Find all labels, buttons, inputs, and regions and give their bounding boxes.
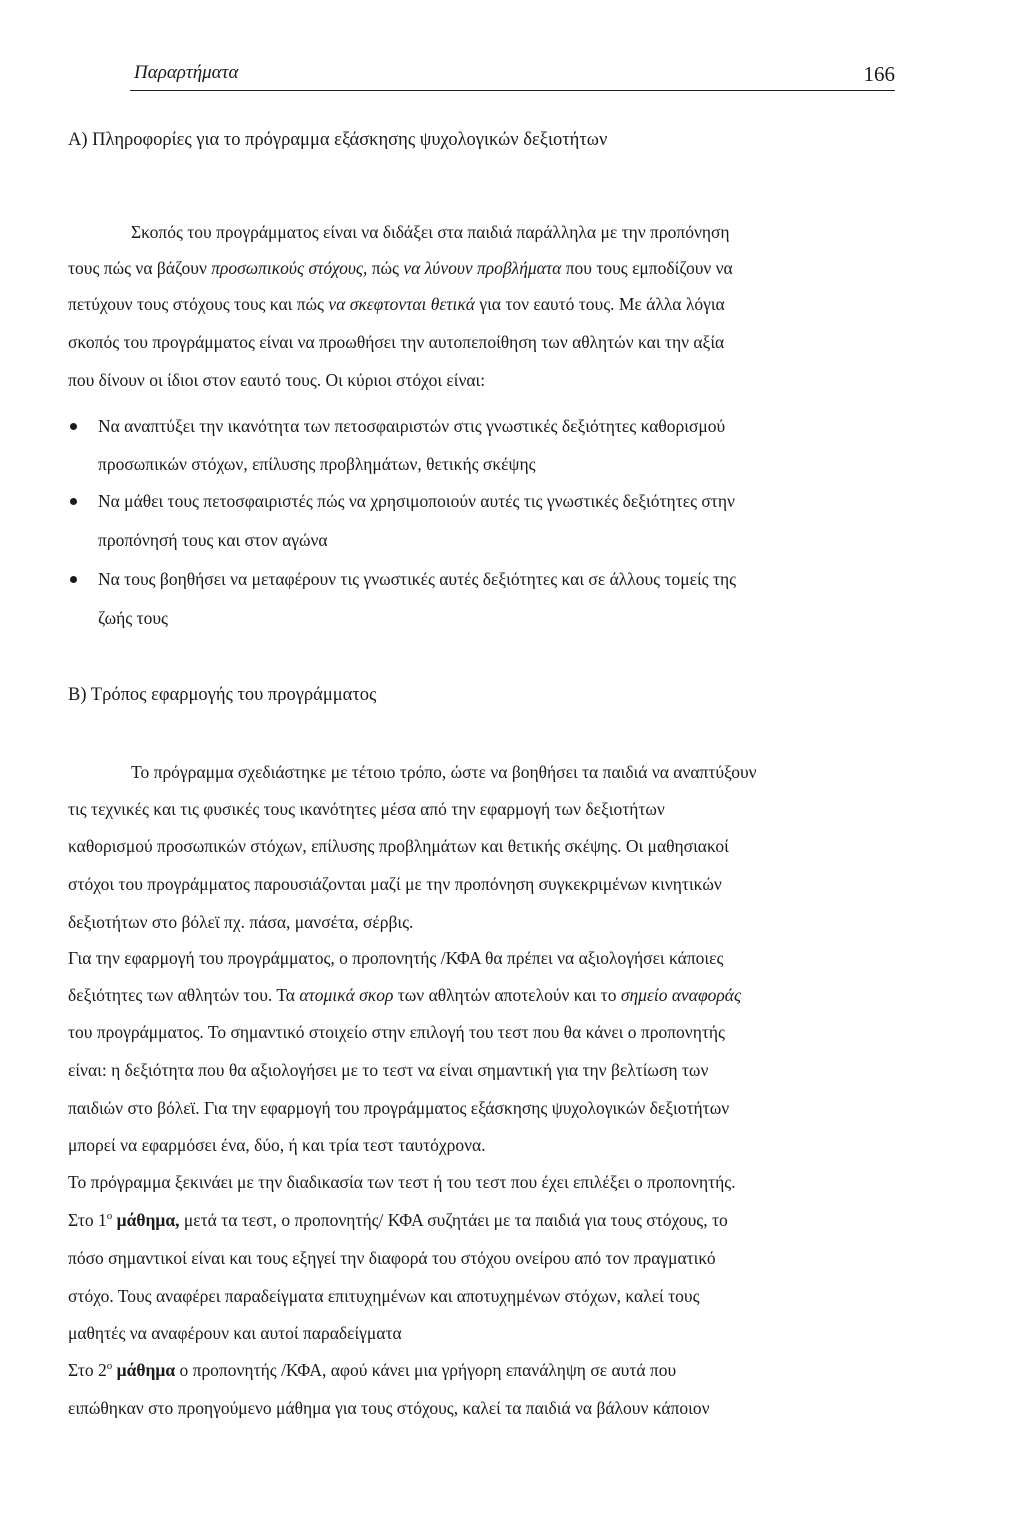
paragraph-line: είναι: η δεξιότητα που θα αξιολογήσει με το τεστ να είναι σημαντική για την βελτίωση των	[68, 1060, 709, 1080]
paragraph-line: τις τεχνικές και τις φυσικές τους ικανότητες μέσα από την εφαρμογή των δεξιοτήτων	[68, 799, 665, 819]
header-title: Παραρτήματα	[134, 62, 239, 83]
paragraph-line: Το πρόγραμμα ξεκινάει με την διαδικασία των τεστ ή του τεστ που έχει επιλέξει ο προπονητής.	[68, 1172, 736, 1192]
bullet-item-line: Να αναπτύξει την ικανότητα των πετοσφαιριστών στις γνωστικές δεξιότητες καθορισμού	[98, 416, 726, 436]
superscript: ο	[106, 1210, 113, 1222]
paragraph-line: Για την εφαρμογή του προγράμματος, ο προπονητής /ΚΦΑ θα πρέπει να αξιολογήσει κάποιες	[68, 948, 724, 968]
italic-phrase: να λύνουν προβλήματα	[403, 258, 562, 278]
paragraph-line	[68, 292, 725, 316]
bullet-item-line: ζωής τους	[98, 608, 168, 628]
paragraph-line: που δίνουν οι ίδιοι στον εαυτό τους. Οι κύριοι στόχοι είναι:	[68, 370, 486, 390]
paragraph-line	[68, 256, 733, 280]
italic-phrase: προσωπικούς στόχους	[211, 258, 363, 278]
paragraph-line: μαθητές να αναφέρουν και αυτοί παραδείγματα	[68, 1323, 402, 1343]
paragraph-line: στόχο. Τους αναφέρει παραδείγματα επιτυχημένων και αποτυχημένων στόχων, καλεί τους	[68, 1286, 700, 1306]
page-number: 166	[863, 62, 895, 86]
italic-phrase: να σκεφτονται θετικά	[328, 294, 475, 314]
text-run: τους πώς να βάζουν	[68, 258, 212, 278]
bullet-item-line: Να μάθει τους πετοσφαιριστές πώς να χρησιμοποιούν αυτές τις γνωστικές δεξιότητες στην	[98, 491, 735, 511]
paragraph-line: Το πρόγραμμα σχεδιάστηκε με τέτοιο τρόπο, ώστε να βοηθήσει τα παιδιά να αναπτύξουν	[131, 762, 757, 782]
text-run: πετύχουν τους στόχους τους και πώς	[68, 294, 329, 314]
bullet-item-line: Να τους βοηθήσει να μεταφέρουν τις γνωστικές αυτές δεξιότητες και σε άλλους τομείς της	[98, 569, 737, 589]
section-b-heading: Β) Τρόπος εφαρμογής του προγράμματος	[68, 685, 377, 705]
superscript: ο	[106, 1360, 113, 1372]
paragraph-line: πόσο σημαντικοί είναι και τους εξηγεί την διαφορά του στόχου ονείρου από τον πραγματικό	[68, 1248, 716, 1268]
text-run: μετά τα τεστ, ο προπονητής/ ΚΦΑ συζητάει με τα παιδιά για τους στόχους, το	[179, 1210, 728, 1230]
text-run: ο προπονητής /ΚΦΑ, αφού κάνει μια γρήγορη επανάληψη σε αυτά που	[175, 1360, 677, 1380]
paragraph-line	[68, 1208, 728, 1232]
bullet-icon	[70, 498, 77, 505]
paragraph-line: Σκοπός του προγράμματος είναι να διδάξει στα παιδιά παράλληλα με την προπόνηση	[131, 222, 730, 242]
italic-phrase: σημείο αναφοράς	[620, 985, 742, 1005]
paragraph-line	[68, 983, 741, 1007]
paragraph-line: σκοπός του προγράμματος είναι να προωθήσει την αυτοπεποίθηση των αθλητών και την αξία	[68, 332, 725, 352]
bold-phrase: μάθημα,	[116, 1210, 180, 1230]
text-run: Στο 2	[68, 1360, 107, 1380]
bullet-icon	[70, 423, 77, 430]
italic-phrase: ατομικά σκορ	[299, 985, 394, 1005]
paragraph-line: δεξιοτήτων στο βόλεϊ πχ. πάσα, μανσέτα, σέρβις.	[68, 912, 414, 932]
text-run: που τους εμποδίζουν να	[561, 258, 733, 278]
paragraph-line: στόχοι του προγράμματος παρουσιάζονται μαζί με την προπόνηση συγκεκριμένων κινητικών	[68, 874, 722, 894]
paragraph-line	[68, 1358, 676, 1382]
text-run: , πώς	[362, 258, 404, 278]
text-run: δεξιότητες των αθλητών του. Τα	[68, 985, 300, 1005]
bullet-item-line: προπόνησή τους και στον αγώνα	[98, 530, 328, 550]
bullet-item-line: προσωπικών στόχων, επίλυσης προβλημάτων, θετικής σκέψης	[98, 454, 536, 474]
paragraph-line: παιδιών στο βόλεϊ. Για την εφαρμογή του προγράμματος εξάσκησης ψυχολογικών δεξιοτήτων	[68, 1098, 730, 1118]
paragraph-line: μπορεί να εφαρμόσει ένα, δύο, ή και τρία τεστ ταυτόχρονα.	[68, 1135, 486, 1155]
bold-phrase: μάθημα	[116, 1360, 176, 1380]
text-run: για τον εαυτό τους. Με άλλα λόγια	[474, 294, 725, 314]
section-a-heading: Α) Πληροφορίες για το πρόγραμμα εξάσκησης ψυχολογικών δεξιοτήτων	[68, 130, 608, 150]
paragraph-line: του προγράμματος. Το σημαντικό στοιχείο στην επιλογή του τεστ που θα κάνει ο προπονητής	[68, 1022, 725, 1042]
paragraph-line: καθορισμού προσωπικών στόχων, επίλυσης προβλημάτων και θετικής σκέψης. Οι μαθησιακοί	[68, 836, 729, 856]
paragraph-line: ειπώθηκαν στο προηγούμενο μάθημα για τους στόχους, καλεί τα παιδιά να βάλουν κάποιον	[68, 1398, 710, 1418]
text-run: Στο 1	[68, 1210, 107, 1230]
bullet-icon	[70, 576, 77, 583]
text-run: των αθλητών αποτελούν και το	[393, 985, 621, 1005]
page-header	[130, 56, 895, 91]
